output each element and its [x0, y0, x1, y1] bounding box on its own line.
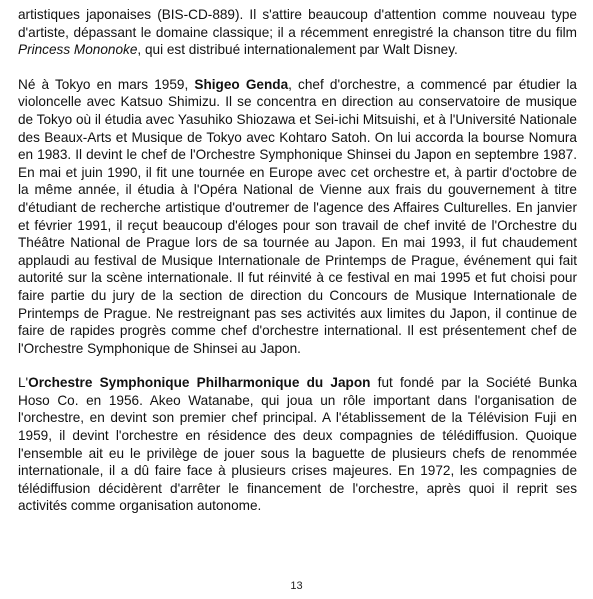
paragraph-shigeo-genda-bio	[18, 76, 577, 358]
paragraph-text: , qui est distribué internationalement par Walt Disney.	[137, 42, 458, 58]
page-number: 13	[290, 580, 303, 592]
paragraph-text: , chef d'orchestre, a commencé par étudier la violoncelle avec Katsuo Shimizu. Il se concentra en direction au conservatoire de musique de Tokyo où il étudia avec Yasuhiko Shiozawa et Sei-ichi Mitsuishi, et à l'Université Nationale des Beaux-Arts et Musique de Tokyo avec Kohtaro Satoh. On lui accorda la bourse Nomura en 1983. Il devint le chef de l'Orchestre Symphonique Shinsei du Japon en septembre 1987. En mai et juin 1990, il fit une tournée en Europe avec cet orchestre et, à partir d'octobre de la même année, il étudia à l'Opéra National de Vienne aux frais du gouvernement à titre d'étudiant de recherche artistique d'outremer de l'agence des Affaires Culturelles. En janvier et février 1991, il reçut beaucoup d'éloges pour son travail de chef invité de l'Orchestre du Théâtre National de Prague lors de sa tournée au Japon. En mai 1993, il fut chaudement applaudi au festival de Musique Internationale de Printemps de Prague, événement qui fait autorité sur la scène internationale. Il fut réinvité à ce festival en mai 1995 et fut choisi pour faire partie du jury de la section de direction du Concours de Musique Internationale de Printemps de Prague. Ne restreignant pas ses activités aux limites du Japon, il continue de faire de rapides progrès comme chef d'orchestre international. Il est présentement chef de l'Orchestre Symphonique de Shinsei au Japon.	[18, 76, 577, 356]
film-title: Princess Mononoke	[18, 42, 138, 58]
paragraph-intro: Né à Tokyo en mars 1959,	[18, 76, 195, 92]
conductor-name: Shigeo Genda	[194, 76, 289, 92]
paragraph-text: artistiques japonaises (BIS-CD-889). Il s'attire beaucoup d'attention comme nouveau type d'artiste, dépassant le domaine classique; il a récemment enregistré la chanson titre du film	[18, 7, 577, 40]
orchestra-name: Orchestre Symphonique Philharmonique du Japon	[28, 375, 371, 391]
paragraph-intro: L'	[18, 375, 29, 391]
paragraph-orchestra-history	[18, 374, 577, 515]
paragraph-text: fut fondé par la Société Bunka Hoso Co. en 1956. Akeo Watanabe, qui joua un rôle important dans l'organisation de l'orchestre, en devint son premier chef principal. A l'établissement de la Télévision Fuji en 1959, il devint l'orchestre en résidence des deux compagnies de télédiffusion. Quoique l'ensemble ait eu le privilège de jouer sous la baguette de plusieurs chefs de renommée internationale, il a dû faire face à plusieurs crises majeures. En 1972, les compagnies de télédiffusion décidèrent d'arrêter le financement de l'orchestre, après quoi il reprit ses activités comme organisation autonome.	[18, 375, 577, 514]
paragraph-album-intro	[18, 6, 577, 59]
document-page	[18, 6, 577, 515]
